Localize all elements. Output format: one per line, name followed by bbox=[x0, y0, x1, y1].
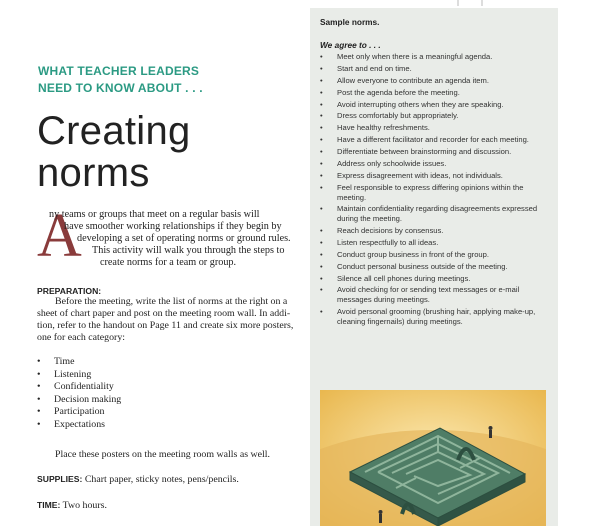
kicker-line-1: WHAT TEACHER LEADERS bbox=[38, 64, 200, 78]
supplies-line bbox=[37, 473, 239, 486]
drop-cap: A bbox=[37, 202, 82, 270]
norm-item: • Start and end on time. bbox=[320, 63, 412, 73]
list-item: • Time bbox=[37, 356, 75, 367]
preparation-heading: PREPARATION: bbox=[37, 286, 102, 296]
norm-item: • Post the agenda before the meeting. bbox=[320, 87, 460, 97]
time-text: Two hours. bbox=[60, 500, 107, 511]
page-edge-marks bbox=[452, 0, 492, 6]
posters-note: Place these posters on the meeting room walls as well. bbox=[55, 449, 271, 460]
supplies-text: Chart paper, sticky notes, pens/pencils. bbox=[82, 474, 239, 485]
norm-item: • Silence all cell phones during meetings. bbox=[320, 273, 471, 283]
norm-item: • Conduct group business in front of the group. bbox=[320, 249, 489, 259]
intro-line: This activity will walk you through the steps to bbox=[92, 245, 285, 256]
preparation-line: Before the meeting, write the list of norms at the right on a bbox=[55, 296, 288, 307]
norms-list bbox=[320, 52, 552, 329]
norm-item: • Conduct personal business outside of the meeting. bbox=[320, 261, 508, 271]
preparation-line: one for each category: bbox=[37, 332, 126, 343]
norm-item: • Differentiate between brainstorming and discussion. bbox=[320, 147, 512, 157]
supplies-label: SUPPLIES: bbox=[37, 474, 83, 484]
category-list bbox=[37, 356, 121, 432]
intro-line: create norms for a team or group. bbox=[100, 257, 237, 268]
norm-item: • Allow everyone to contribute an agenda item. bbox=[320, 75, 489, 85]
intro-line: have smoother working relationships if they begin by bbox=[64, 221, 282, 232]
preparation-line: tion, refer to the handout on Page 11 and create six more posters, bbox=[37, 320, 294, 331]
intro-line: developing a set of operating norms or ground rules. bbox=[77, 233, 291, 244]
title-line-1: Creating bbox=[37, 109, 191, 153]
norm-item: • Express disagreement with ideas, not individuals. bbox=[320, 170, 503, 180]
preparation-line: sheet of chart paper and post on the meeting room wall. In addi- bbox=[37, 308, 291, 319]
intro-line: ny teams or groups that meet on a regular basis will bbox=[49, 209, 260, 220]
norm-item: • Avoid interrupting others when they are speaking. bbox=[320, 99, 504, 109]
norm-item: • Meet only when there is a meaningful agenda. bbox=[320, 52, 493, 61]
list-item: • Confidentiality bbox=[37, 381, 114, 393]
norm-item: • Feel responsible to express differing opinions within the meeting. bbox=[320, 182, 524, 202]
intro-paragraph bbox=[37, 204, 289, 274]
norm-item: • Have healthy refreshments. bbox=[320, 123, 430, 133]
kicker-line-2: NEED TO KNOW ABOUT . . . bbox=[38, 81, 203, 95]
sidebar-title: Sample norms. bbox=[320, 17, 380, 27]
norm-item: • Have a different facilitator and recorder for each meeting. bbox=[320, 135, 529, 145]
time-label: TIME: bbox=[37, 500, 61, 510]
sidebar-subtitle: We agree to . . . bbox=[320, 40, 381, 50]
time-line bbox=[37, 499, 107, 512]
norm-item: • Listen respectfully to all ideas. bbox=[320, 237, 439, 247]
title-line-2: norms bbox=[37, 151, 150, 195]
list-item: • Decision making bbox=[37, 393, 122, 405]
list-item: • Expectations bbox=[37, 418, 106, 430]
kicker bbox=[38, 63, 278, 97]
norm-item: • Dress comfortably but appropriately. bbox=[320, 111, 459, 121]
norm-item: • Avoid checking for or sending text messages or e-mail messages during meetings. bbox=[320, 285, 520, 305]
list-item: • Participation bbox=[37, 406, 105, 418]
page-title bbox=[37, 110, 191, 194]
norm-item: • Address only schoolwide issues. bbox=[320, 159, 447, 169]
norm-item: • Reach decisions by consensus. bbox=[320, 225, 444, 235]
list-item: • Listening bbox=[37, 368, 92, 380]
maze-illustration bbox=[320, 390, 546, 526]
norm-item: • Maintain confidentiality regarding disagreements expressed during the meeting. bbox=[320, 204, 538, 224]
norm-item: • Avoid personal grooming (brushing hair, applying make-up, cleaning fingernails) during meetings. bbox=[320, 307, 536, 326]
